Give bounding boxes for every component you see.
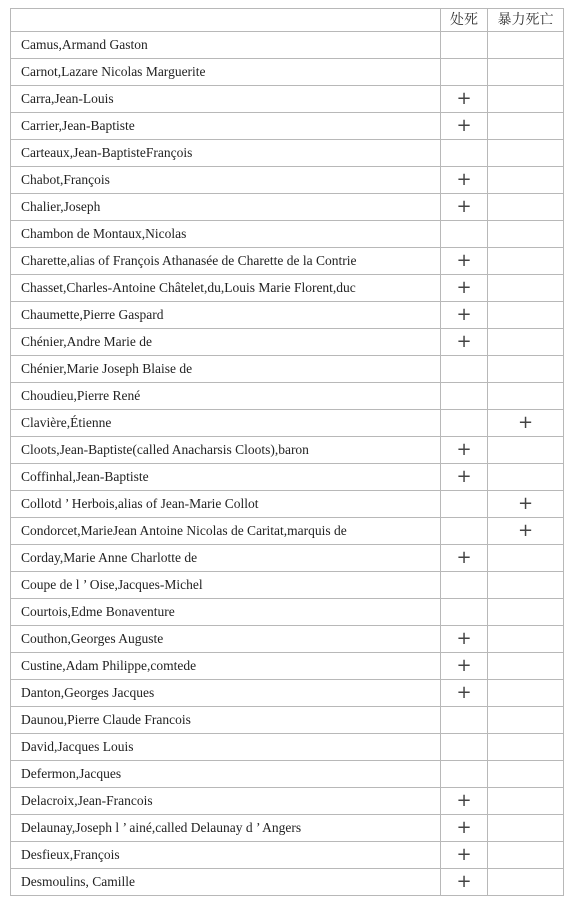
table-row bbox=[11, 626, 564, 653]
violent-death-mark: + bbox=[517, 520, 534, 541]
executed-mark: + bbox=[456, 196, 472, 217]
executed-mark: + bbox=[456, 871, 472, 892]
violent-death-cell bbox=[488, 113, 564, 140]
table-row bbox=[11, 761, 564, 788]
executed-mark: + bbox=[456, 682, 472, 703]
table-row bbox=[11, 545, 564, 572]
table-row bbox=[11, 491, 564, 518]
executed-mark: + bbox=[456, 628, 472, 649]
executed-mark: + bbox=[456, 790, 472, 811]
table-row bbox=[11, 329, 564, 356]
header-executed: 处死 bbox=[441, 9, 488, 32]
table-row bbox=[11, 86, 564, 113]
executed-cell bbox=[441, 437, 488, 464]
person-name-cell: Chambon de Montaux,Nicolas bbox=[11, 221, 441, 248]
table-row bbox=[11, 221, 564, 248]
executed-cell bbox=[441, 59, 488, 86]
executed-cell bbox=[441, 572, 488, 599]
executed-cell bbox=[441, 464, 488, 491]
executed-mark: + bbox=[456, 115, 472, 136]
table-row bbox=[11, 815, 564, 842]
executed-cell bbox=[441, 410, 488, 437]
executed-cell bbox=[441, 518, 488, 545]
violent-death-cell bbox=[488, 842, 564, 869]
person-name-cell: Carra,Jean-Louis bbox=[11, 86, 441, 113]
violent-death-cell bbox=[488, 707, 564, 734]
violent-death-cell bbox=[488, 86, 564, 113]
executed-cell bbox=[441, 194, 488, 221]
violent-death-cell bbox=[488, 140, 564, 167]
person-name-cell: Collotd ’ Herbois,alias of Jean-Marie Collot bbox=[11, 491, 441, 518]
person-name-cell: Chabot,François bbox=[11, 167, 441, 194]
table-row bbox=[11, 707, 564, 734]
table-row bbox=[11, 140, 564, 167]
table-row bbox=[11, 248, 564, 275]
header-name bbox=[11, 9, 441, 32]
violent-death-cell bbox=[488, 869, 564, 896]
person-name-cell: Chalier,Joseph bbox=[11, 194, 441, 221]
table-row bbox=[11, 59, 564, 86]
executed-mark: + bbox=[456, 304, 472, 325]
table-body bbox=[11, 32, 564, 896]
executed-cell bbox=[441, 815, 488, 842]
table-row bbox=[11, 167, 564, 194]
executed-cell bbox=[441, 302, 488, 329]
violent-death-cell bbox=[488, 734, 564, 761]
executed-mark: + bbox=[456, 169, 472, 190]
executed-cell bbox=[441, 491, 488, 518]
executed-cell bbox=[441, 788, 488, 815]
executed-mark: + bbox=[456, 817, 472, 838]
person-name-cell: Corday,Marie Anne Charlotte de bbox=[11, 545, 441, 572]
executed-cell bbox=[441, 842, 488, 869]
table-row bbox=[11, 275, 564, 302]
table-row bbox=[11, 599, 564, 626]
person-name-cell: Defermon,Jacques bbox=[11, 761, 441, 788]
violent-death-cell bbox=[488, 410, 564, 437]
violent-death-mark: + bbox=[517, 412, 534, 433]
table-row bbox=[11, 113, 564, 140]
violent-death-mark: + bbox=[517, 493, 534, 514]
table-row bbox=[11, 734, 564, 761]
violent-death-cell bbox=[488, 356, 564, 383]
person-name-cell: Delaunay,Joseph l ’ ainé,called Delaunay d ’ Angers bbox=[11, 815, 441, 842]
table-row bbox=[11, 680, 564, 707]
person-name-cell: Coupe de l ’ Oise,Jacques-Michel bbox=[11, 572, 441, 599]
executed-mark: + bbox=[456, 547, 472, 568]
violent-death-cell bbox=[488, 545, 564, 572]
executed-cell bbox=[441, 221, 488, 248]
executed-cell bbox=[441, 680, 488, 707]
table-row bbox=[11, 518, 564, 545]
executed-cell bbox=[441, 734, 488, 761]
executed-mark: + bbox=[456, 655, 472, 676]
table-row bbox=[11, 194, 564, 221]
table-row bbox=[11, 302, 564, 329]
executed-cell bbox=[441, 869, 488, 896]
header-violent-death: 暴力死亡 bbox=[488, 9, 564, 32]
executed-cell bbox=[441, 329, 488, 356]
executed-mark: + bbox=[456, 88, 472, 109]
violent-death-cell bbox=[488, 680, 564, 707]
violent-death-cell bbox=[488, 167, 564, 194]
person-name-cell: Delacroix,Jean-Francois bbox=[11, 788, 441, 815]
violent-death-cell bbox=[488, 302, 564, 329]
executed-cell bbox=[441, 32, 488, 59]
person-name-cell: Desfieux,François bbox=[11, 842, 441, 869]
violent-death-cell bbox=[488, 572, 564, 599]
executed-cell bbox=[441, 86, 488, 113]
table-row bbox=[11, 464, 564, 491]
violent-death-cell bbox=[488, 32, 564, 59]
executed-cell bbox=[441, 653, 488, 680]
executed-cell bbox=[441, 383, 488, 410]
executed-mark: + bbox=[456, 439, 472, 460]
violent-death-cell bbox=[488, 59, 564, 86]
executed-cell bbox=[441, 626, 488, 653]
person-name-cell: Carteaux,Jean-BaptisteFrançois bbox=[11, 140, 441, 167]
person-name-cell: Choudieu,Pierre René bbox=[11, 383, 441, 410]
executed-cell bbox=[441, 275, 488, 302]
executed-mark: + bbox=[456, 844, 472, 865]
person-name-cell: Charette,alias of François Athanasée de Charette de la Contrie bbox=[11, 248, 441, 275]
violent-death-cell bbox=[488, 815, 564, 842]
table-row bbox=[11, 410, 564, 437]
table-row bbox=[11, 437, 564, 464]
violent-death-cell bbox=[488, 437, 564, 464]
fate-table bbox=[10, 8, 564, 896]
violent-death-cell bbox=[488, 599, 564, 626]
person-name-cell: Chasset,Charles-Antoine Châtelet,du,Louis Marie Florent,duc bbox=[11, 275, 441, 302]
violent-death-cell bbox=[488, 761, 564, 788]
person-name-cell: David,Jacques Louis bbox=[11, 734, 441, 761]
violent-death-cell bbox=[488, 329, 564, 356]
table-row bbox=[11, 356, 564, 383]
person-name-cell: Clavière,Étienne bbox=[11, 410, 441, 437]
table-row bbox=[11, 653, 564, 680]
executed-cell bbox=[441, 113, 488, 140]
violent-death-cell bbox=[488, 464, 564, 491]
person-name-cell: Courtois,Edme Bonaventure bbox=[11, 599, 441, 626]
violent-death-cell bbox=[488, 653, 564, 680]
violent-death-cell bbox=[488, 383, 564, 410]
executed-cell bbox=[441, 599, 488, 626]
executed-cell bbox=[441, 356, 488, 383]
header-row bbox=[11, 9, 564, 32]
person-name-cell: Custine,Adam Philippe,comtede bbox=[11, 653, 441, 680]
violent-death-cell bbox=[488, 788, 564, 815]
violent-death-cell bbox=[488, 221, 564, 248]
table-row bbox=[11, 788, 564, 815]
table-row bbox=[11, 383, 564, 410]
executed-cell bbox=[441, 248, 488, 275]
person-name-cell: Chénier,Marie Joseph Blaise de bbox=[11, 356, 441, 383]
executed-mark: + bbox=[456, 466, 472, 487]
executed-cell bbox=[441, 707, 488, 734]
violent-death-cell bbox=[488, 626, 564, 653]
executed-cell bbox=[441, 167, 488, 194]
person-name-cell: Carrier,Jean-Baptiste bbox=[11, 113, 441, 140]
table-row bbox=[11, 32, 564, 59]
executed-mark: + bbox=[456, 250, 472, 271]
person-name-cell: Condorcet,MarieJean Antoine Nicolas de Caritat,marquis de bbox=[11, 518, 441, 545]
table-row bbox=[11, 869, 564, 896]
violent-death-cell bbox=[488, 194, 564, 221]
person-name-cell: Chaumette,Pierre Gaspard bbox=[11, 302, 441, 329]
person-name-cell: Camus,Armand Gaston bbox=[11, 32, 441, 59]
violent-death-cell bbox=[488, 491, 564, 518]
violent-death-cell bbox=[488, 248, 564, 275]
person-name-cell: Chénier,Andre Marie de bbox=[11, 329, 441, 356]
person-name-cell: Danton,Georges Jacques bbox=[11, 680, 441, 707]
violent-death-cell bbox=[488, 275, 564, 302]
person-name-cell: Carnot,Lazare Nicolas Marguerite bbox=[11, 59, 441, 86]
person-name-cell: Couthon,Georges Auguste bbox=[11, 626, 441, 653]
person-name-cell: Daunou,Pierre Claude Francois bbox=[11, 707, 441, 734]
person-name-cell: Desmoulins, Camille bbox=[11, 869, 441, 896]
executed-cell bbox=[441, 761, 488, 788]
violent-death-cell bbox=[488, 518, 564, 545]
table-row bbox=[11, 572, 564, 599]
person-name-cell: Cloots,Jean-Baptiste(called Anacharsis Cloots),baron bbox=[11, 437, 441, 464]
executed-cell bbox=[441, 140, 488, 167]
executed-cell bbox=[441, 545, 488, 572]
person-name-cell: Coffinhal,Jean-Baptiste bbox=[11, 464, 441, 491]
table-row bbox=[11, 842, 564, 869]
executed-mark: + bbox=[456, 277, 472, 298]
executed-mark: + bbox=[456, 331, 472, 352]
